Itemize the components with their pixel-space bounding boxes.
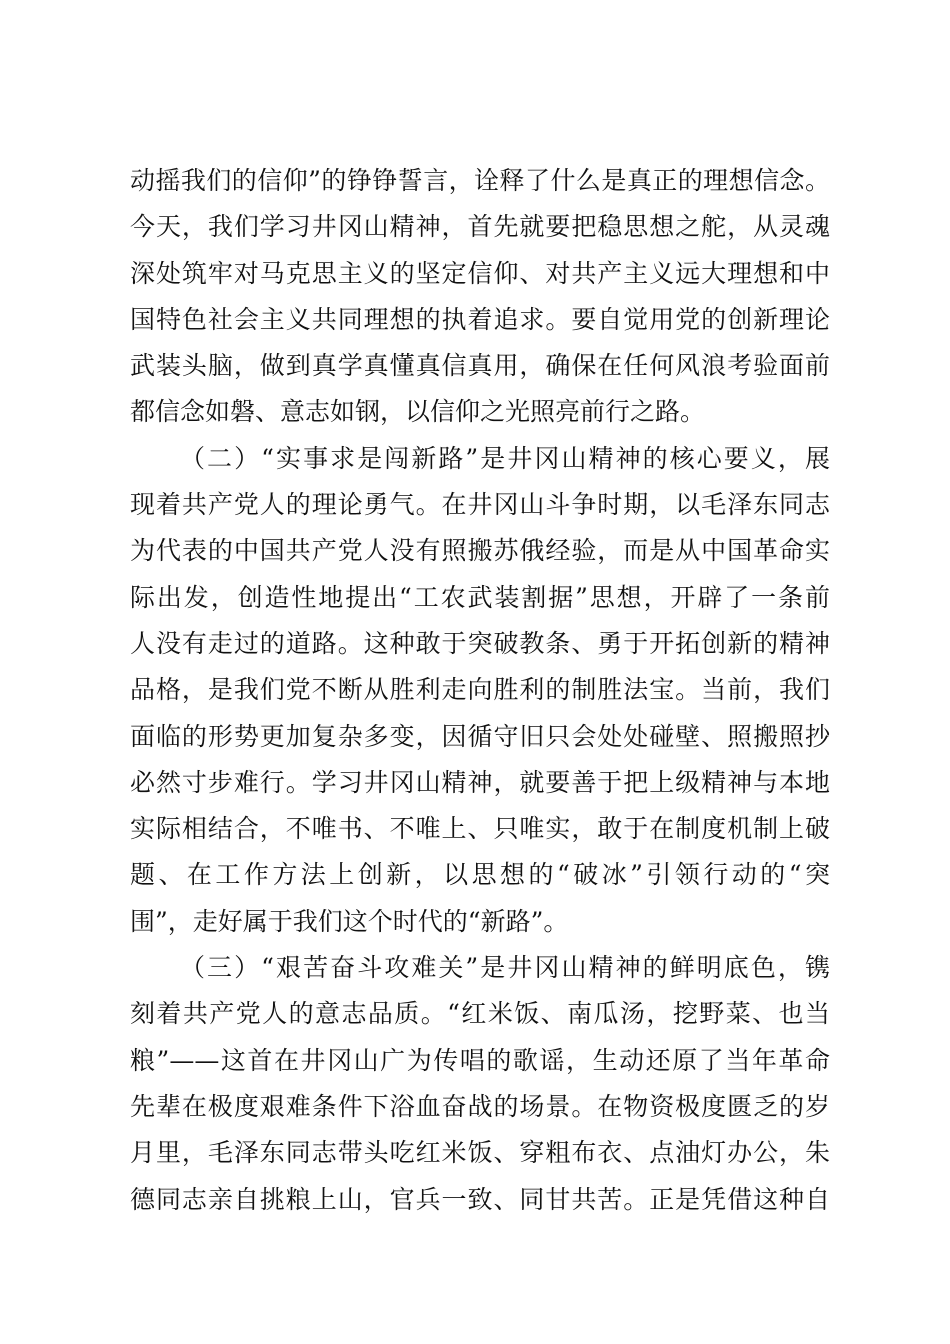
text-line: 为代表的中国共产党人没有照搬苏俄经验，而是从中国革命实 xyxy=(130,536,830,566)
body-text xyxy=(130,158,830,1223)
text-line: 围”，走好属于我们这个时代的“新路”。 xyxy=(130,906,569,936)
section-heading-line: （二）“实事求是闯新路”是井冈山精神的核心要义，展 xyxy=(180,443,830,473)
text-line: 德同志亲自挑粮上山，官兵一致、同甘共苦。正是凭借这种自 xyxy=(130,1184,830,1214)
text-line: 人没有走过的道路。这种敢于突破教条、勇于开拓创新的精神 xyxy=(130,628,830,658)
text-line: 武装头脑，做到真学真懂真信真用，确保在任何风浪考验面前 xyxy=(130,351,830,381)
text-line: 刻着共产党人的意志品质。“红米饭、南瓜汤，挖野菜、也当 xyxy=(130,999,830,1029)
text-line: 际出发，创造性地提出“工农武装割据”思想，开辟了一条前 xyxy=(130,582,830,612)
text-line: 都信念如磐、意志如钢，以信仰之光照亮前行之路。 xyxy=(130,397,706,427)
section-heading-line: （三）“艰苦奋斗攻难关”是井冈山精神的鲜明底色，镌 xyxy=(180,953,830,983)
text-line: 先辈在极度艰难条件下浴血奋战的场景。在物资极度匮乏的岁 xyxy=(130,1091,830,1121)
text-line: 现着共产党人的理论勇气。在井冈山斗争时期，以毛泽东同志 xyxy=(130,490,830,520)
text-line: 月里，毛泽东同志带头吃红米饭、穿粗布衣、点油灯办公，朱 xyxy=(130,1138,830,1168)
text-line: 实际相结合，不唯书、不唯上、只唯实，敢于在制度机制上破 xyxy=(130,814,830,844)
text-line: 国特色社会主义共同理想的执着追求。要自觉用党的创新理论 xyxy=(130,304,830,334)
text-line: 题、在工作方法上创新，以思想的“破冰”引领行动的“突 xyxy=(130,860,830,890)
text-line: 动摇我们的信仰”的铮铮誓言，诠释了什么是真正的理想信念。 xyxy=(130,166,830,195)
text-line: 今天，我们学习井冈山精神，首先就要把稳思想之舵，从灵魂 xyxy=(130,212,830,242)
text-line: 粮”——这首在井冈山广为传唱的歌谣，生动还原了当年革命 xyxy=(130,1045,830,1075)
text-line: 深处筑牢对马克思主义的坚定信仰、对共产主义远大理想和中 xyxy=(130,258,830,288)
text-line: 面临的形势更加复杂多变，因循守旧只会处处碰壁、照搬照抄 xyxy=(130,721,830,751)
text-line: 品格，是我们党不断从胜利走向胜利的制胜法宝。当前，我们 xyxy=(130,675,830,705)
text-line: 必然寸步难行。学习井冈山精神，就要善于把上级精神与本地 xyxy=(130,767,830,797)
